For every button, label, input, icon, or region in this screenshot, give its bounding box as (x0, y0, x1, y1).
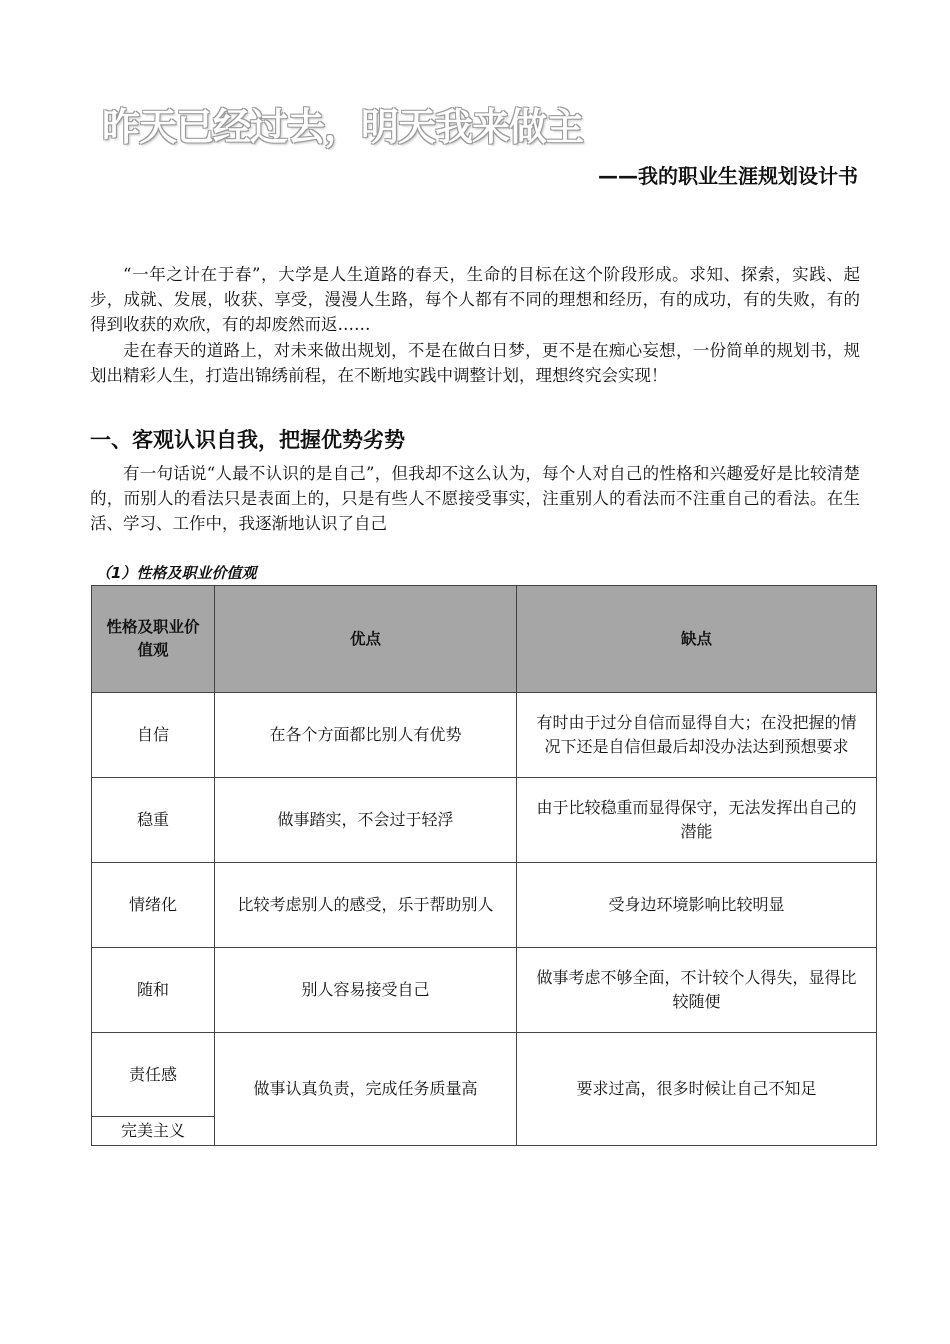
weakness-cell: 有时由于过分自信而显得自大；在没把握的情况下还是自信但最后却没办法达到预想要求 (517, 693, 877, 778)
trait-cell: 情绪化 (92, 863, 215, 948)
header-strength: 优点 (215, 586, 517, 693)
document-subtitle: ——我的职业生涯规划设计书 (598, 164, 858, 188)
trait-cell: 自信 (92, 693, 215, 778)
table-row (92, 1033, 877, 1117)
weakness-cell: 受身边环境影响比较明显 (517, 863, 877, 948)
trait-cell: 随和 (92, 948, 215, 1033)
document-title: 昨天已经过去，明天我来做主 (102, 105, 584, 149)
section-heading: 一、客观认识自我，把握优势劣势 (90, 428, 405, 452)
trait-cell: 责任感 (92, 1033, 215, 1117)
strength-cell: 在各个方面都比别人有优势 (215, 693, 517, 778)
intro-paragraph-1: “一年之计在于春”，大学是人生道路的春天，生命的目标在这个阶段形成。求知、探索，实践、起步，成就、发展，收获、享受，漫漫人生路，每个人都有不同的理想和经历，有的成功，有的失败，有的得到收获的欢欣，有的却废然而返…… (90, 265, 860, 334)
section-paragraph: 有一句话说“人最不认识的是自己”，但我却不这么认为，每个人对自己的性格和兴趣爱好是比较清楚的，而别人的看法只是表面上的，只是有些人不愿接受事实，注重别人的看法而不注重自己的看法。在生活、学习、工作中，我逐渐地认识了自己 (90, 464, 860, 533)
trait-cell: 稳重 (92, 778, 215, 863)
intro-paragraph-2: 走在春天的道路上，对未来做出规划，不是在做白日梦，更不是在痴心妄想，一份简单的规划书，规划出精彩人生，打造出锦绣前程，在不断地实践中调整计划，理想终究会实现！ (90, 341, 860, 385)
header-trait: 性格及职业价值观 (92, 586, 215, 693)
trait-cell: 完美主义 (92, 1117, 215, 1146)
strength-cell: 做事踏实，不会过于轻浮 (215, 778, 517, 863)
table-row (92, 693, 877, 778)
table-row (92, 948, 877, 1033)
subsection-title: （1）性格及职业价值观 (96, 564, 257, 582)
strength-cell: 比较考虑别人的感受，乐于帮助别人 (215, 863, 517, 948)
header-weakness: 缺点 (517, 586, 877, 693)
weakness-cell: 由于比较稳重而显得保守，无法发挥出自己的潜能 (517, 778, 877, 863)
strength-cell: 别人容易接受自己 (215, 948, 517, 1033)
table-row (92, 778, 877, 863)
weakness-cell: 做事考虑不够全面，不计较个人得失，显得比较随便 (517, 948, 877, 1033)
table-header-row (92, 586, 877, 693)
traits-table (91, 585, 877, 1146)
strength-cell: 做事认真负责，完成任务质量高 (215, 1033, 517, 1146)
weakness-cell: 要求过高，很多时候让自己不知足 (517, 1033, 877, 1146)
table-row (92, 863, 877, 948)
